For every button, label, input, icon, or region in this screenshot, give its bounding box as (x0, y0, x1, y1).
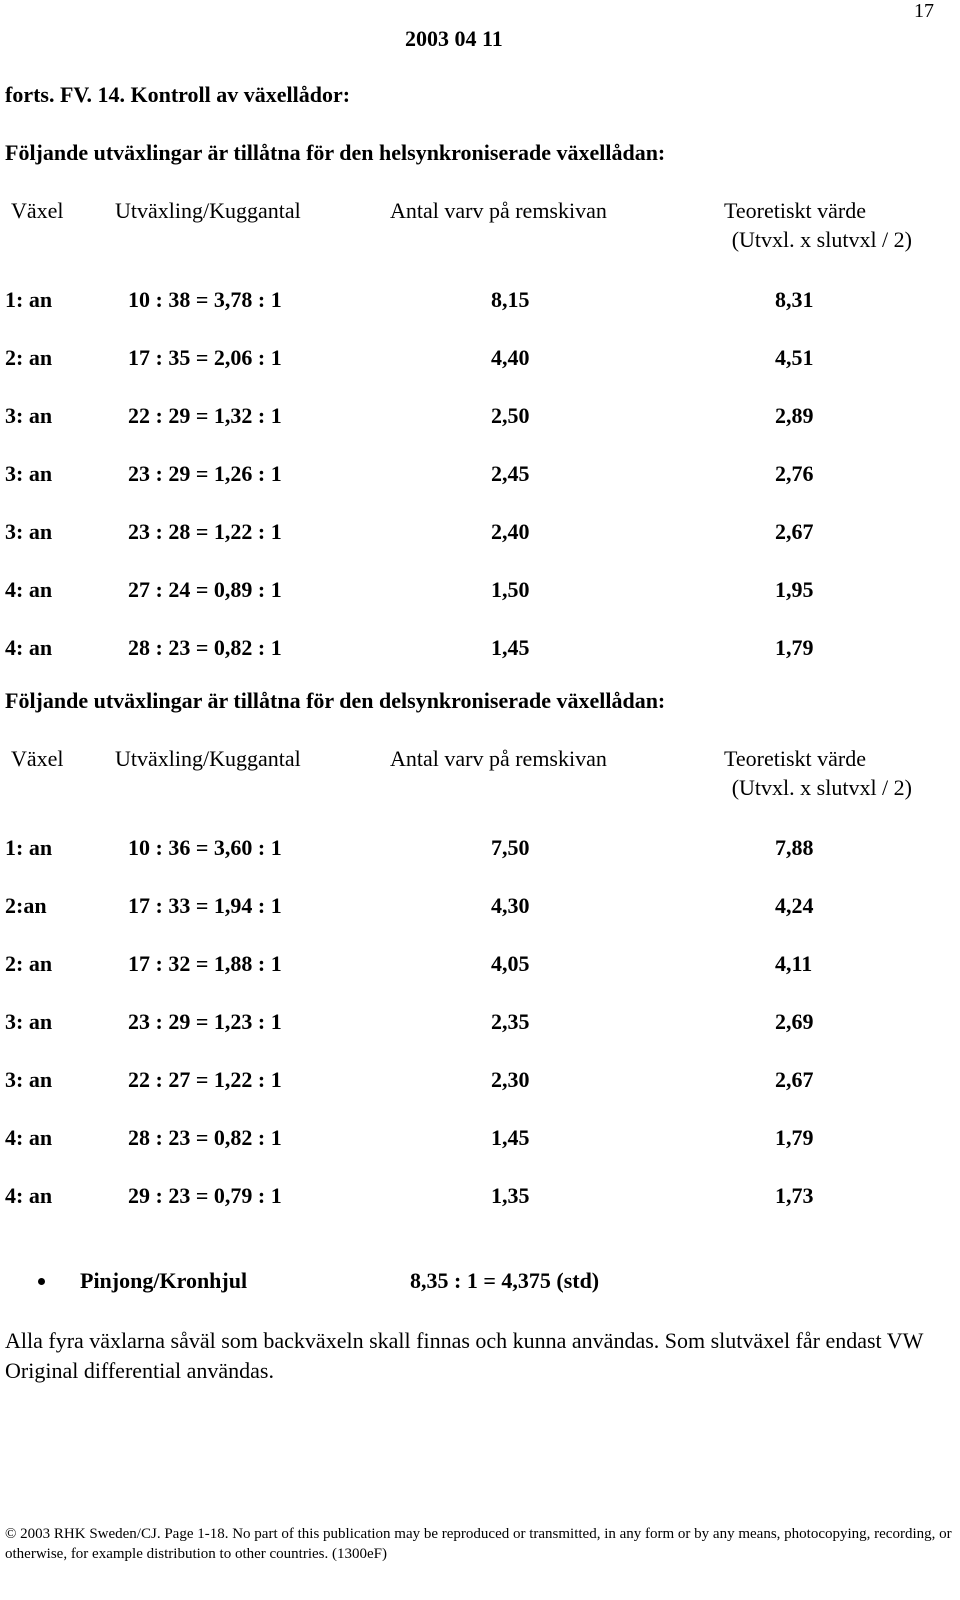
ratio-cell: 10 : 38 = 3,78 : 1 (128, 287, 282, 312)
theoretical-cell: 4,11 (775, 951, 813, 976)
ratio-cell: 23 : 29 = 1,26 : 1 (128, 461, 282, 486)
theoretical-cell: 2,69 (775, 1009, 814, 1034)
theoretical-cell: 2,67 (775, 1067, 814, 1092)
ratio-cell: 17 : 35 = 2,06 : 1 (128, 345, 282, 370)
header-theoretical-note: (Utvxl. x slutvxl / 2) (731, 227, 912, 252)
pinion-label: Pinjong/Kronhjul (80, 1268, 248, 1293)
table-row (0, 1183, 960, 1213)
ratio-cell: 22 : 29 = 1,32 : 1 (128, 403, 282, 428)
gear-cell: 3: an (5, 1009, 53, 1034)
ratio-cell: 23 : 29 = 1,23 : 1 (128, 1009, 282, 1034)
header-theoretical: Teoretiskt värde (724, 746, 867, 771)
turns-cell: 4,30 (491, 893, 530, 918)
gear-cell: 1: an (5, 287, 53, 312)
table-row (0, 635, 960, 665)
header-gear: Växel (11, 746, 64, 771)
table-row (0, 577, 960, 607)
table-row (0, 1125, 960, 1155)
ratio-cell: 23 : 28 = 1,22 : 1 (128, 519, 282, 544)
table-row (0, 345, 960, 375)
turns-cell: 2,30 (491, 1067, 530, 1092)
turns-cell: 1,35 (491, 1183, 530, 1208)
header-theoretical: Teoretiskt värde (724, 198, 867, 223)
turns-cell: 4,40 (491, 345, 530, 370)
theoretical-cell: 2,67 (775, 519, 814, 544)
gear-cell: 4: an (5, 1125, 53, 1150)
header-turns: Antal varv på remskivan (390, 198, 607, 223)
gear-cell: 3: an (5, 461, 53, 486)
full-sync-title: Följande utväxlingar är tillåtna för den helsynkroniserade växellådan: (5, 140, 666, 165)
theoretical-cell: 1,79 (775, 1125, 814, 1150)
page-number: 17 (914, 0, 934, 22)
ratio-cell: 22 : 27 = 1,22 : 1 (128, 1067, 282, 1092)
ratio-cell: 17 : 32 = 1,88 : 1 (128, 951, 282, 976)
header-turns: Antal varv på remskivan (390, 746, 607, 771)
turns-cell: 2,35 (491, 1009, 530, 1034)
ratio-cell: 27 : 24 = 0,89 : 1 (128, 577, 282, 602)
theoretical-cell: 2,89 (775, 403, 814, 428)
ratio-cell: 28 : 23 = 0,82 : 1 (128, 1125, 282, 1150)
turns-cell: 2,40 (491, 519, 530, 544)
theoretical-cell: 1,73 (775, 1183, 814, 1208)
table-row (0, 287, 960, 317)
table-row (0, 519, 960, 549)
table-row (0, 893, 960, 923)
theoretical-cell: 4,51 (775, 345, 814, 370)
turns-cell: 1,50 (491, 577, 530, 602)
theoretical-cell: 1,79 (775, 635, 814, 660)
table-header (0, 746, 960, 800)
table-header (0, 198, 960, 252)
gear-cell: 4: an (5, 635, 53, 660)
header-ratio: Utväxling/Kuggantal (115, 746, 301, 771)
theoretical-cell: 1,95 (775, 577, 814, 602)
theoretical-cell: 8,31 (775, 287, 814, 312)
gear-cell: 3: an (5, 403, 53, 428)
copyright-footer: © 2003 RHK Sweden/CJ. Page 1-18. No part of this publication may be reproduced or transmitted, in any form or by any means, photocopying, recording, or otherwise, for example distribution to other countries. (1300eF) (5, 1526, 952, 1562)
gear-cell: 2: an (5, 345, 53, 370)
theoretical-cell: 7,88 (775, 835, 814, 860)
table-row (0, 951, 960, 981)
table-row (0, 835, 960, 865)
gear-cell: 2: an (5, 951, 53, 976)
header-gear: Växel (11, 198, 64, 223)
ratio-cell: 17 : 33 = 1,94 : 1 (128, 893, 282, 918)
header-ratio: Utväxling/Kuggantal (115, 198, 301, 223)
section-heading: forts. FV. 14. Kontroll av växellådor: (5, 82, 351, 107)
table-row (0, 461, 960, 491)
ratio-cell: 10 : 36 = 3,60 : 1 (128, 835, 282, 860)
table-row (0, 403, 960, 433)
turns-cell: 2,50 (491, 403, 530, 428)
turns-cell: 1,45 (491, 635, 530, 660)
turns-cell: 7,50 (491, 835, 530, 860)
gear-cell: 3: an (5, 1067, 53, 1092)
gear-cell: 1: an (5, 835, 53, 860)
gear-cell: 4: an (5, 577, 53, 602)
turns-cell: 2,45 (491, 461, 530, 486)
turns-cell: 1,45 (491, 1125, 530, 1150)
gear-cell: 2:an (5, 893, 47, 918)
header-theoretical-note: (Utvxl. x slutvxl / 2) (731, 775, 912, 800)
gear-cell: 3: an (5, 519, 53, 544)
ratio-cell: 29 : 23 = 0,79 : 1 (128, 1183, 282, 1208)
turns-cell: 8,15 (491, 287, 530, 312)
ratio-cell: 28 : 23 = 0,82 : 1 (128, 635, 282, 660)
theoretical-cell: 4,24 (775, 893, 814, 918)
note-paragraph: Alla fyra växlarna såväl som backväxeln skall finnas och kunna användas. Som slutväxel får endast VW Original differential användas. (5, 1328, 924, 1383)
table-row (0, 1067, 960, 1097)
turns-cell: 4,05 (491, 951, 530, 976)
theoretical-cell: 2,76 (775, 461, 814, 486)
bullet-icon (38, 1278, 45, 1285)
gear-cell: 4: an (5, 1183, 53, 1208)
partial-sync-title: Följande utväxlingar är tillåtna för den delsynkroniserade växellådan: (5, 688, 666, 713)
table-row (0, 1009, 960, 1039)
pinion-value: 8,35 : 1 = 4,375 (std) (410, 1268, 600, 1293)
document-date: 2003 04 11 (405, 26, 503, 51)
